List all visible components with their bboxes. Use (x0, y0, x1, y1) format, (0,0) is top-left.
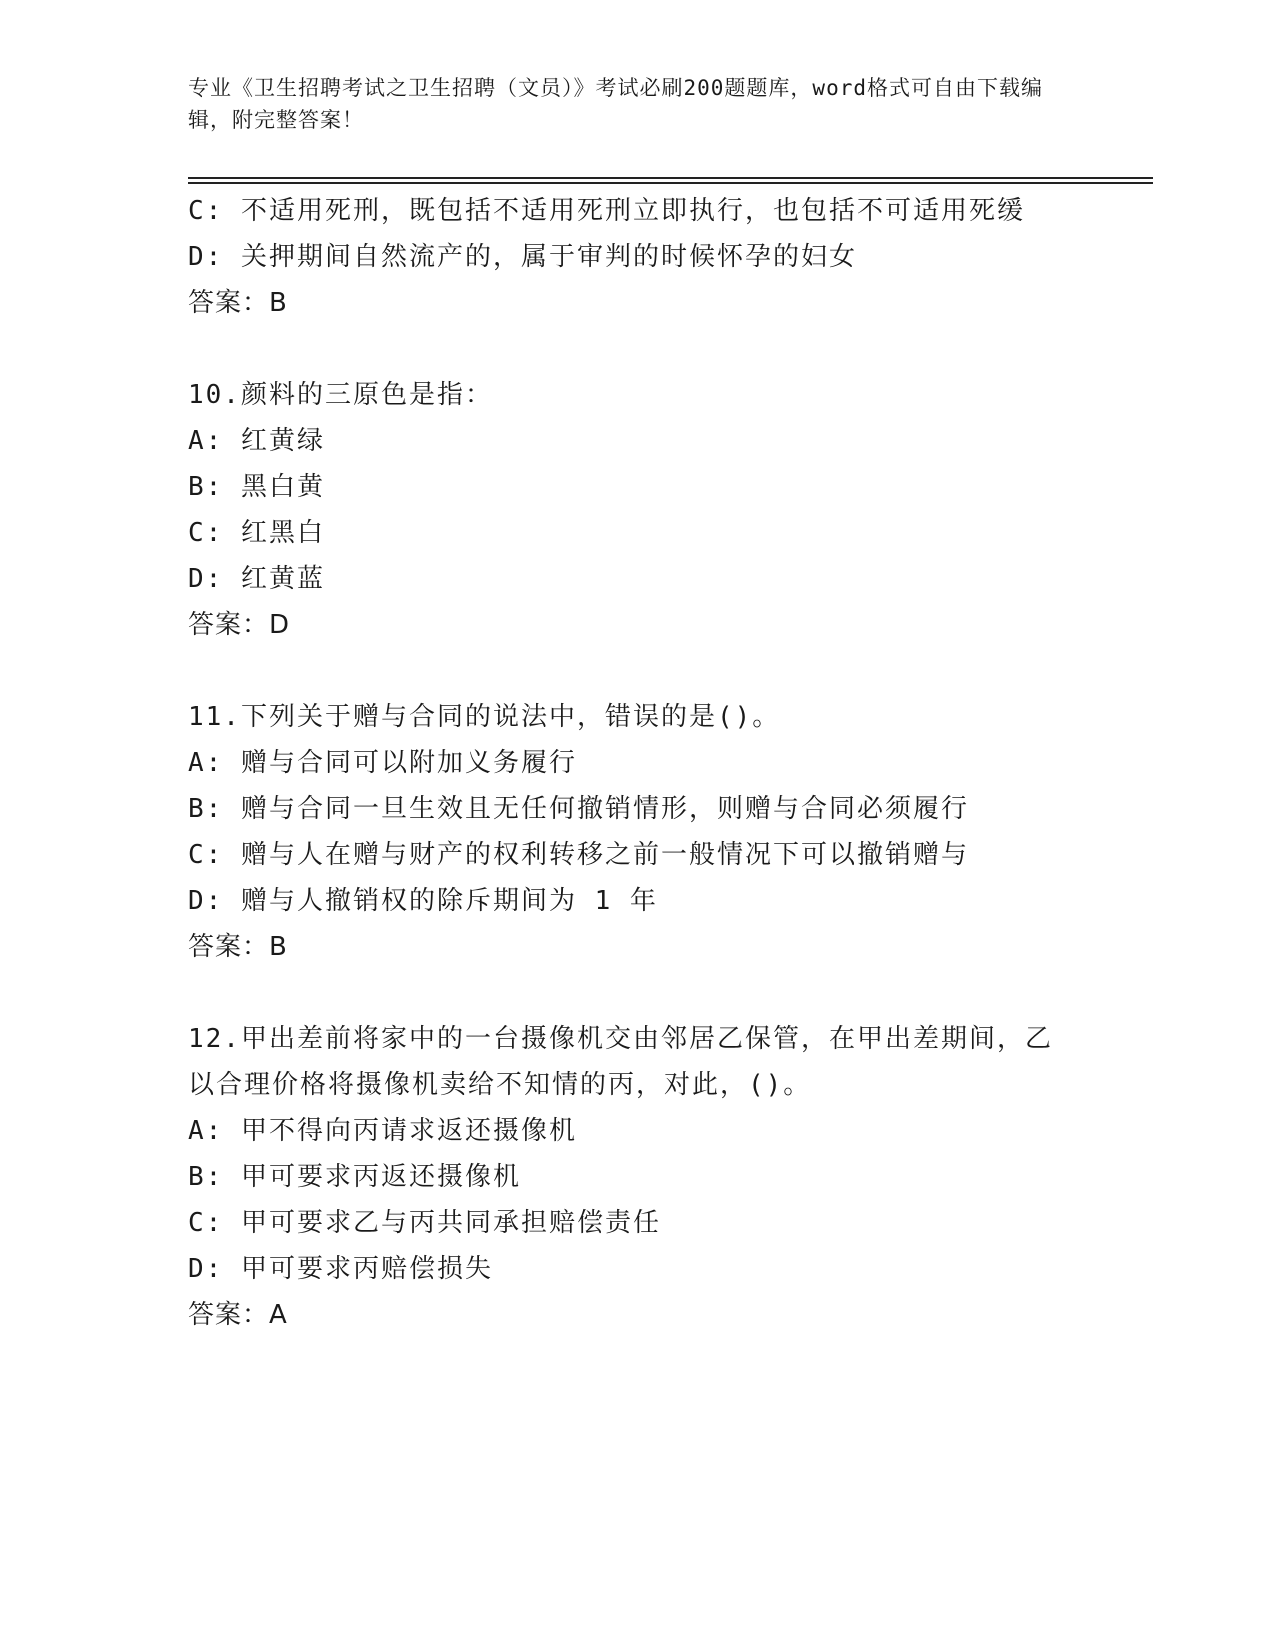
option-b: B: 黑白黄 (188, 472, 325, 502)
option-c: C: 赠与人在赠与财产的权利转移之前一般情况下可以撤销赠与 (188, 840, 969, 870)
question-content (188, 188, 1138, 1338)
option-b: B: 赠与合同一旦生效且无任何撤销情形，则赠与合同必须履行 (188, 794, 969, 824)
option-d: D: 关押期间自然流产的，属于审判的时候怀孕的妇女 (188, 242, 857, 272)
question-stem-line-2: 以合理价格将摄像机卖给不知情的丙，对此，()。 (188, 1070, 812, 1100)
option-b: B: 甲可要求丙返还摄像机 (188, 1162, 521, 1192)
option-a: A: 赠与合同可以附加义务履行 (188, 748, 577, 778)
option-d: D: 红黄蓝 (188, 564, 325, 594)
question-stem: 11.下列关于赠与合同的说法中，错误的是()。 (188, 702, 781, 732)
question-9-continuation (188, 188, 1138, 326)
answer: 答案：B (188, 288, 288, 318)
option-c: C: 甲可要求乙与丙共同承担赔偿责任 (188, 1208, 661, 1238)
option-d: D: 甲可要求丙赔偿损失 (188, 1254, 493, 1284)
option-c: C: 不适用死刑，既包括不适用死刑立即执行，也包括不可适用死缓 (188, 196, 1025, 226)
document-header: 专业《卫生招聘考试之卫生招聘（文员）》考试必刷200题题库，word格式可自由下载编辑，附完整答案！ (188, 76, 1043, 132)
question-stem-line-1: 12.甲出差前将家中的一台摄像机交由邻居乙保管，在甲出差期间，乙 (188, 1024, 1053, 1054)
header-rule-top (188, 177, 1153, 179)
question-12 (188, 1016, 1138, 1338)
option-a: A: 甲不得向丙请求返还摄像机 (188, 1116, 577, 1146)
answer: 答案：D (188, 610, 291, 640)
answer: 答案：B (188, 932, 288, 962)
option-a: A: 红黄绿 (188, 426, 325, 456)
question-11 (188, 694, 1138, 970)
question-stem: 10.颜料的三原色是指： (188, 380, 493, 410)
spacer (188, 326, 1138, 372)
option-c: C: 红黑白 (188, 518, 325, 548)
spacer (188, 648, 1138, 694)
spacer (188, 970, 1138, 1016)
header-rule-bottom (188, 182, 1153, 184)
question-10 (188, 372, 1138, 648)
answer: 答案：A (188, 1300, 288, 1330)
option-d: D: 赠与人撤销权的除斥期间为 1 年 (188, 886, 658, 916)
